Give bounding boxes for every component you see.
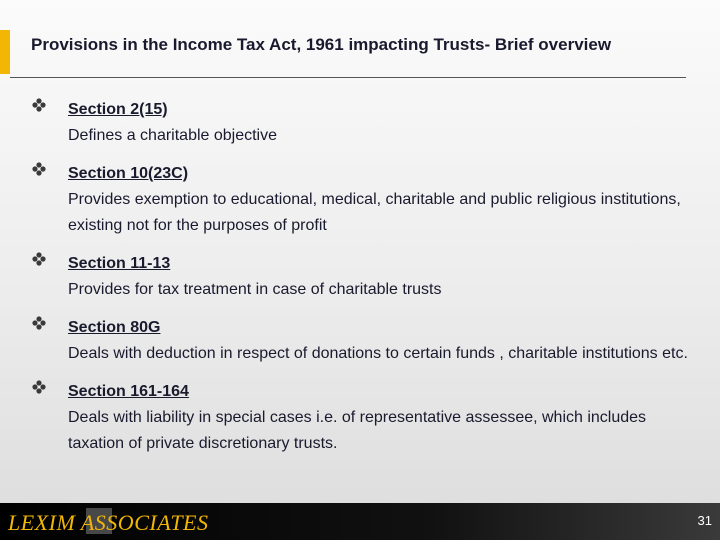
section-heading: Section 11-13	[68, 255, 171, 272]
section-description: Defines a charitable objective	[68, 127, 278, 144]
title-accent-bar	[0, 30, 10, 74]
brand-logo: LEXIM ASSOCIATES	[8, 510, 209, 535]
list-item	[0, 161, 720, 239]
section-heading: Section 10(23C)	[68, 165, 189, 182]
section-heading: Section 80G	[68, 319, 161, 336]
section-description: Provides for tax treatment in case of charitable trusts	[68, 281, 442, 298]
list-item	[0, 97, 720, 149]
section-description: Provides exemption to educational, medical, charitable and public religious institutions, existing not for the purposes of profit	[68, 191, 681, 234]
bullet-list	[0, 97, 720, 469]
diamond-bullet-icon	[32, 162, 46, 176]
diamond-bullet-icon	[32, 98, 46, 112]
diamond-bullet-icon	[32, 316, 46, 330]
slide-title: Provisions in the Income Tax Act, 1961 impacting Trusts- Brief overview	[31, 35, 612, 54]
section-description: Deals with deduction in respect of donations to certain funds , charitable institutions etc.	[68, 345, 688, 362]
section-heading: Section 161-164	[68, 383, 189, 400]
list-item	[0, 379, 720, 457]
diamond-bullet-icon	[32, 252, 46, 266]
section-heading: Section 2(15)	[68, 101, 168, 118]
section-description: Deals with liability in special cases i.e. of representative assessee, which includes taxation of private discretionary trusts.	[68, 409, 647, 452]
list-item	[0, 315, 720, 367]
diamond-bullet-icon	[32, 380, 46, 394]
list-item	[0, 251, 720, 303]
page-number: 31	[697, 513, 712, 528]
footer-bar	[0, 503, 720, 540]
title-divider	[10, 77, 686, 78]
